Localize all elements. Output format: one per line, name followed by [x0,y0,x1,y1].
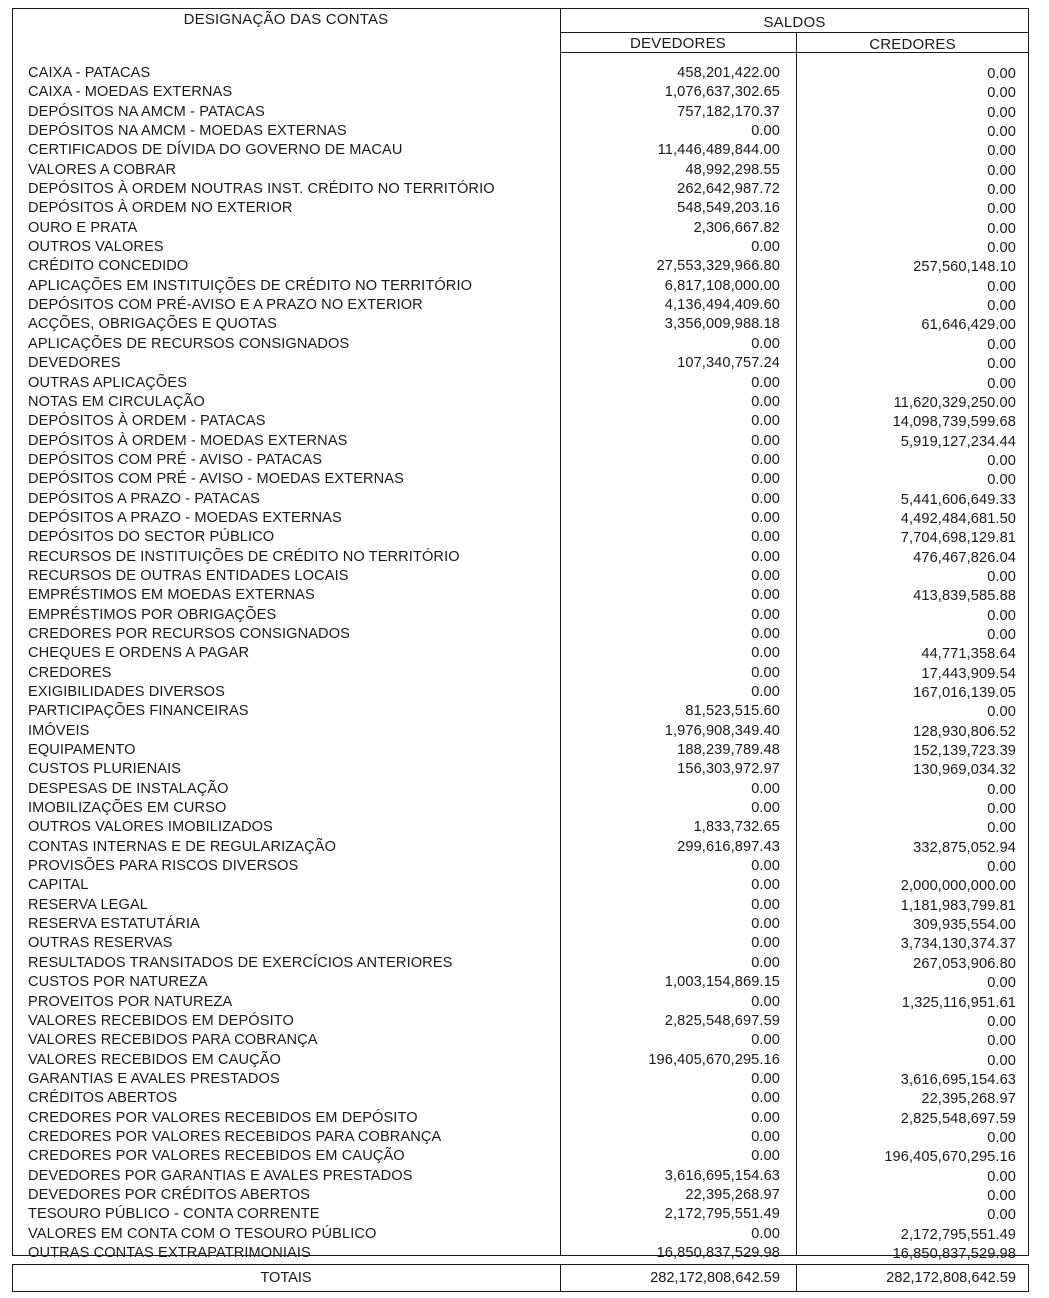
devedores-value: 1,833,732.65 [693,819,780,836]
credores-value: 0.00 [987,356,1016,373]
account-name: DEVEDORES POR CRÉDITOS ABERTOS [28,1186,310,1203]
devedores-value: 3,356,009,988.18 [664,316,780,333]
credores-value: 22,395,268.97 [921,1091,1016,1108]
credores-value: 17,443,909.54 [921,665,1016,682]
credores-value: 1,325,116,951.61 [901,994,1016,1011]
credores-value: 0.00 [987,278,1016,295]
devedores-value: 458,201,422.00 [677,65,780,81]
account-name-column [28,64,558,1263]
account-name: CAIXA - PATACAS [28,65,151,81]
devedores-value: 0.00 [751,1032,780,1049]
account-name: DEPÓSITOS A PRAZO - MOEDAS EXTERNAS [28,509,342,526]
account-name: RECURSOS DE OUTRAS ENTIDADES LOCAIS [28,567,349,584]
account-name: DEPÓSITOS COM PRÉ - AVISO - PATACAS [28,451,323,468]
devedores-value: 0.00 [751,548,780,565]
credores-value: 0.00 [987,1013,1016,1030]
devedores-value: 6,817,108,000.00 [664,277,780,294]
devedores-value: 0.00 [751,645,780,662]
account-name: DESPESAS DE INSTALAÇÃO [28,780,229,797]
credores-value: 0.00 [987,66,1016,82]
account-name: NOTAS EM CIRCULAÇÃO [28,393,205,410]
account-name: DEPÓSITOS À ORDEM - MOEDAS EXTERNAS [28,432,348,449]
account-name: EMPRÉSTIMOS EM MOEDAS EXTERNAS [28,587,315,604]
credores-value: 5,441,606,649.33 [900,491,1016,508]
credores-value: 257,560,148.10 [913,259,1016,276]
account-name: DEPÓSITOS NA AMCM - MOEDAS EXTERNAS [28,123,347,140]
account-name: CREDORES POR VALORES RECEBIDOS EM DEPÓSITO [28,1109,418,1126]
credores-value: 0.00 [987,1168,1016,1185]
account-name: RESULTADOS TRANSITADOS DE EXERCÍCIOS ANTERIORES [28,954,453,971]
credores-value: 61,646,429.00 [921,317,1016,334]
devedores-value: 0.00 [751,413,780,430]
account-name: DEVEDORES POR GARANTIAS E AVALES PRESTADOS [28,1167,413,1184]
devedores-value: 0.00 [751,239,780,256]
credores-value: 4,492,484,681.50 [900,510,1016,527]
credores-value: 1,181,983,799.81 [900,897,1016,914]
account-name: DEPÓSITOS A PRAZO - PATACAS [28,490,260,507]
credores-value: 0.00 [987,220,1016,237]
credores-value: 413,839,585.88 [913,588,1016,605]
credores-value: 0.00 [987,336,1016,353]
devedores-value: 1,003,154,869.15 [664,974,780,991]
devedores-value: 0.00 [751,471,780,488]
devedores-value: 27,553,329,966.80 [656,258,780,275]
account-name: APLICAÇÕES DE RECURSOS CONSIGNADOS [28,335,350,352]
devedores-value: 1,076,637,302.65 [664,84,780,101]
devedores-value: 48,992,298.55 [685,161,780,178]
devedores-value: 11,446,489,844.00 [657,142,780,159]
account-name: CAPITAL [28,877,89,894]
credores-value: 2,172,795,551.49 [900,1226,1016,1243]
column-divider-saldos [796,32,797,1256]
credores-value: 11,620,329,250.00 [893,394,1016,411]
credores-value: 0.00 [987,143,1016,160]
devedores-value: 22,395,268.97 [685,1186,780,1203]
account-name: EXIGIBILIDADES DIVERSOS [28,684,225,700]
account-name: CRÉDITO CONCEDIDO [28,258,189,275]
account-name: TESOURO PÚBLICO - CONTA CORRENTE [28,1206,320,1223]
devedores-value: 188,239,789.48 [677,742,780,759]
account-name: DEPÓSITOS DO SECTOR PÚBLICO [28,529,275,546]
devedores-value: 0.00 [751,800,780,817]
devedores-value: 0.00 [751,877,780,894]
devedores-value: 0.00 [751,1090,780,1107]
credores-value: 0.00 [987,472,1016,489]
account-name: CERTIFICADOS DE DÍVIDA DO GOVERNO DE MACAU [28,142,403,159]
account-name: DEPÓSITOS À ORDEM NO EXTERIOR [28,200,293,217]
credores-value: 0.00 [987,124,1016,141]
account-name: RECURSOS DE INSTITUIÇÕES DE CRÉDITO NO TERRITÓRIO [28,548,460,565]
credores-value: 196,405,670,295.16 [884,1149,1016,1166]
credores-value: 0.00 [987,298,1016,315]
account-name: DEPÓSITOS À ORDEM NOUTRAS INST. CRÉDITO NO TERRITÓRIO [28,181,495,198]
account-name: CREDORES POR RECURSOS CONSIGNADOS [28,625,350,642]
credores-value: 267,053,906.80 [913,955,1016,972]
devedores-value: 0.00 [751,393,780,410]
credores-value: 167,016,139.05 [913,685,1016,701]
devedores-value: 548,549,203.16 [677,200,780,217]
account-name: GARANTIAS E AVALES PRESTADOS [28,1070,280,1087]
account-name: DEPÓSITOS NA AMCM - PATACAS [28,103,265,120]
devedores-value: 16,850,837,529.98 [656,1244,780,1261]
account-name: VALORES RECEBIDOS EM CAUÇÃO [28,1051,282,1068]
account-name: CREDORES POR VALORES RECEBIDOS EM CAUÇÃO [28,1148,405,1165]
account-name: OUTRAS RESERVAS [28,935,173,952]
devedores-value: 81,523,515.60 [685,703,780,720]
saldos-underline [560,32,1029,33]
credores-value: 128,930,806.52 [913,723,1016,740]
credores-value: 2,825,548,697.59 [900,1110,1016,1127]
credores-value: 0.00 [987,1052,1016,1069]
devedores-value: 0.00 [751,1148,780,1165]
devedores-header: DEVEDORES [630,35,726,52]
balance-sheet [12,8,1029,1292]
credores-value: 0.00 [987,781,1016,798]
account-name: PARTICIPAÇÕES FINANCEIRAS [28,703,249,720]
credores-value: 130,969,034.32 [913,762,1016,779]
account-name: IMÓVEIS [28,722,90,739]
credores-value: 0.00 [987,820,1016,837]
credores-value: 0.00 [987,452,1016,469]
devedores-column [562,64,780,1263]
account-name: OUTROS VALORES [28,239,164,256]
account-name: VALORES RECEBIDOS PARA COBRANÇA [28,1032,318,1049]
devedores-value: 0.00 [751,954,780,971]
devedores-value: 0.00 [751,1070,780,1087]
devedores-value: 0.00 [751,896,780,913]
account-name: EQUIPAMENTO [28,742,136,759]
account-name: CONTAS INTERNAS E DE REGULARIZAÇÃO [28,838,337,855]
credores-value: 0.00 [987,1187,1016,1204]
account-name: CRÉDITOS ABERTOS [28,1090,178,1107]
totals-divider-designation [560,1264,561,1292]
credores-value: 0.00 [987,1129,1016,1146]
credores-value: 0.00 [987,859,1016,876]
credores-value: 5,919,127,234.44 [900,433,1016,450]
credores-value: 0.00 [987,85,1016,102]
totals-credores: 282,172,808,642.59 [886,1270,1016,1286]
designation-header: DESIGNAÇÃO DAS CONTAS [183,11,389,28]
devedores-value: 0.00 [751,684,780,700]
credores-value: 332,875,052.94 [913,839,1016,856]
account-name: PROVEITOS POR NATUREZA [28,993,233,1010]
devedores-value: 0.00 [751,916,780,933]
devedores-value: 156,303,972.97 [677,761,780,778]
devedores-value: 0.00 [751,567,780,584]
devedores-value: 0.00 [751,335,780,352]
credores-value: 0.00 [987,1207,1016,1224]
devedores-value: 4,136,494,409.60 [664,297,780,314]
credores-value: 0.00 [987,201,1016,218]
devedores-value: 0.00 [751,858,780,875]
credores-value: 44,771,358.64 [921,646,1016,663]
account-name: CAIXA - MOEDAS EXTERNAS [28,84,233,101]
credores-value: 0.00 [987,182,1016,199]
credores-value: 0.00 [987,162,1016,179]
devedores-value: 196,405,670,295.16 [648,1051,780,1068]
totals-label: TOTAIS [260,1270,312,1286]
column-divider-designation [560,8,561,1256]
credores-value: 0.00 [987,1033,1016,1050]
account-name: DEVEDORES [28,355,121,372]
account-name: VALORES EM CONTA COM O TESOURO PÚBLICO [28,1225,377,1242]
credores-value: 0.00 [987,104,1016,121]
devedores-value: 299,616,897.43 [677,838,780,855]
devedores-value: 0.00 [751,606,780,623]
credores-value: 309,935,554.00 [913,917,1016,934]
devedores-value: 3,616,695,154.63 [664,1167,780,1184]
credores-value: 2,000,000,000.00 [900,878,1016,895]
credores-value: 3,734,130,374.37 [900,936,1016,953]
account-name: CUSTOS POR NATUREZA [28,974,208,991]
credores-header: CREDORES [869,36,956,53]
account-name: VALORES A COBRAR [28,161,177,178]
devedores-value: 2,172,795,551.49 [664,1206,780,1223]
saldos-header: SALDOS [763,14,826,31]
devedores-value: 0.00 [751,587,780,604]
account-name: OUTRAS APLICAÇÕES [28,374,188,391]
account-name: CREDORES POR VALORES RECEBIDOS PARA COBRANÇA [28,1128,442,1145]
credores-value: 16,850,837,529.98 [892,1245,1016,1262]
account-name: PROVISÕES PARA RISCOS DIVERSOS [28,858,299,875]
devedores-value: 0.00 [751,123,780,140]
devedores-value: 1,976,908,349.40 [664,722,780,739]
devedores-value: 757,182,170.37 [677,103,780,120]
account-name: RESERVA ESTATUTÁRIA [28,916,200,933]
credores-value: 0.00 [987,240,1016,257]
credores-value: 0.00 [987,626,1016,643]
account-name: OURO E PRATA [28,219,138,236]
devedores-value: 0.00 [751,780,780,797]
account-name: RESERVA LEGAL [28,896,149,913]
account-name: EMPRÉSTIMOS POR OBRIGAÇÕES [28,606,277,623]
devedores-value: 0.00 [751,1225,780,1242]
devedores-value: 0.00 [751,993,780,1010]
account-name: ACÇÕES, OBRIGAÇÕES E QUOTAS [28,316,277,333]
account-name: DEPÓSITOS À ORDEM - PATACAS [28,413,266,430]
devedores-value: 0.00 [751,451,780,468]
account-name: CUSTOS PLURIENAIS [28,761,182,778]
devedores-value: 0.00 [751,935,780,952]
credores-value: 0.00 [987,375,1016,392]
credores-value: 0.00 [987,801,1016,818]
devedores-value: 262,642,987.72 [677,181,780,198]
account-name: OUTRAS CONTAS EXTRAPATRIMONIAIS [28,1244,311,1261]
account-name: VALORES RECEBIDOS EM DEPÓSITO [28,1012,294,1029]
devedores-value: 0.00 [751,490,780,507]
devedores-value: 0.00 [751,529,780,546]
devedores-value: 0.00 [751,509,780,526]
credores-value: 476,467,826.04 [913,549,1016,566]
credores-value: 14,098,739,599.68 [892,414,1016,431]
devedores-value: 107,340,757.24 [677,355,780,372]
account-name: IMOBILIZAÇÕES EM CURSO [28,800,227,817]
account-name: CREDORES [28,664,112,681]
devedores-value: 0.00 [751,432,780,449]
devedores-value: 0.00 [751,664,780,681]
devedores-value: 0.00 [751,374,780,391]
credores-column [798,65,1016,1264]
credores-value: 3,616,695,154.63 [900,1071,1016,1088]
credores-value: 0.00 [987,704,1016,721]
account-name: APLICAÇÕES EM INSTITUIÇÕES DE CRÉDITO NO TERRITÓRIO [28,277,473,294]
devedores-value: 2,825,548,697.59 [664,1012,780,1029]
credores-value: 0.00 [987,607,1016,624]
account-name: DEPÓSITOS COM PRÉ-AVISO E A PRAZO NO EXTERIOR [28,297,423,314]
devedores-value: 0.00 [751,1128,780,1145]
devedores-value: 0.00 [751,1109,780,1126]
devedores-value: 0.00 [751,625,780,642]
account-name: OUTROS VALORES IMOBILIZADOS [28,819,273,836]
account-name: DEPÓSITOS COM PRÉ - AVISO - MOEDAS EXTERNAS [28,471,404,488]
credores-value: 7,704,698,129.81 [900,530,1016,547]
credores-value: 152,139,723.39 [913,743,1016,760]
credores-value: 0.00 [987,568,1016,585]
totals-devedores: 282,172,808,642.59 [650,1270,780,1286]
account-name: CHEQUES E ORDENS A PAGAR [28,645,250,662]
totals-divider-saldos [796,1264,797,1292]
devedores-value: 2,306,667.82 [693,219,780,236]
credores-value: 0.00 [987,975,1016,992]
